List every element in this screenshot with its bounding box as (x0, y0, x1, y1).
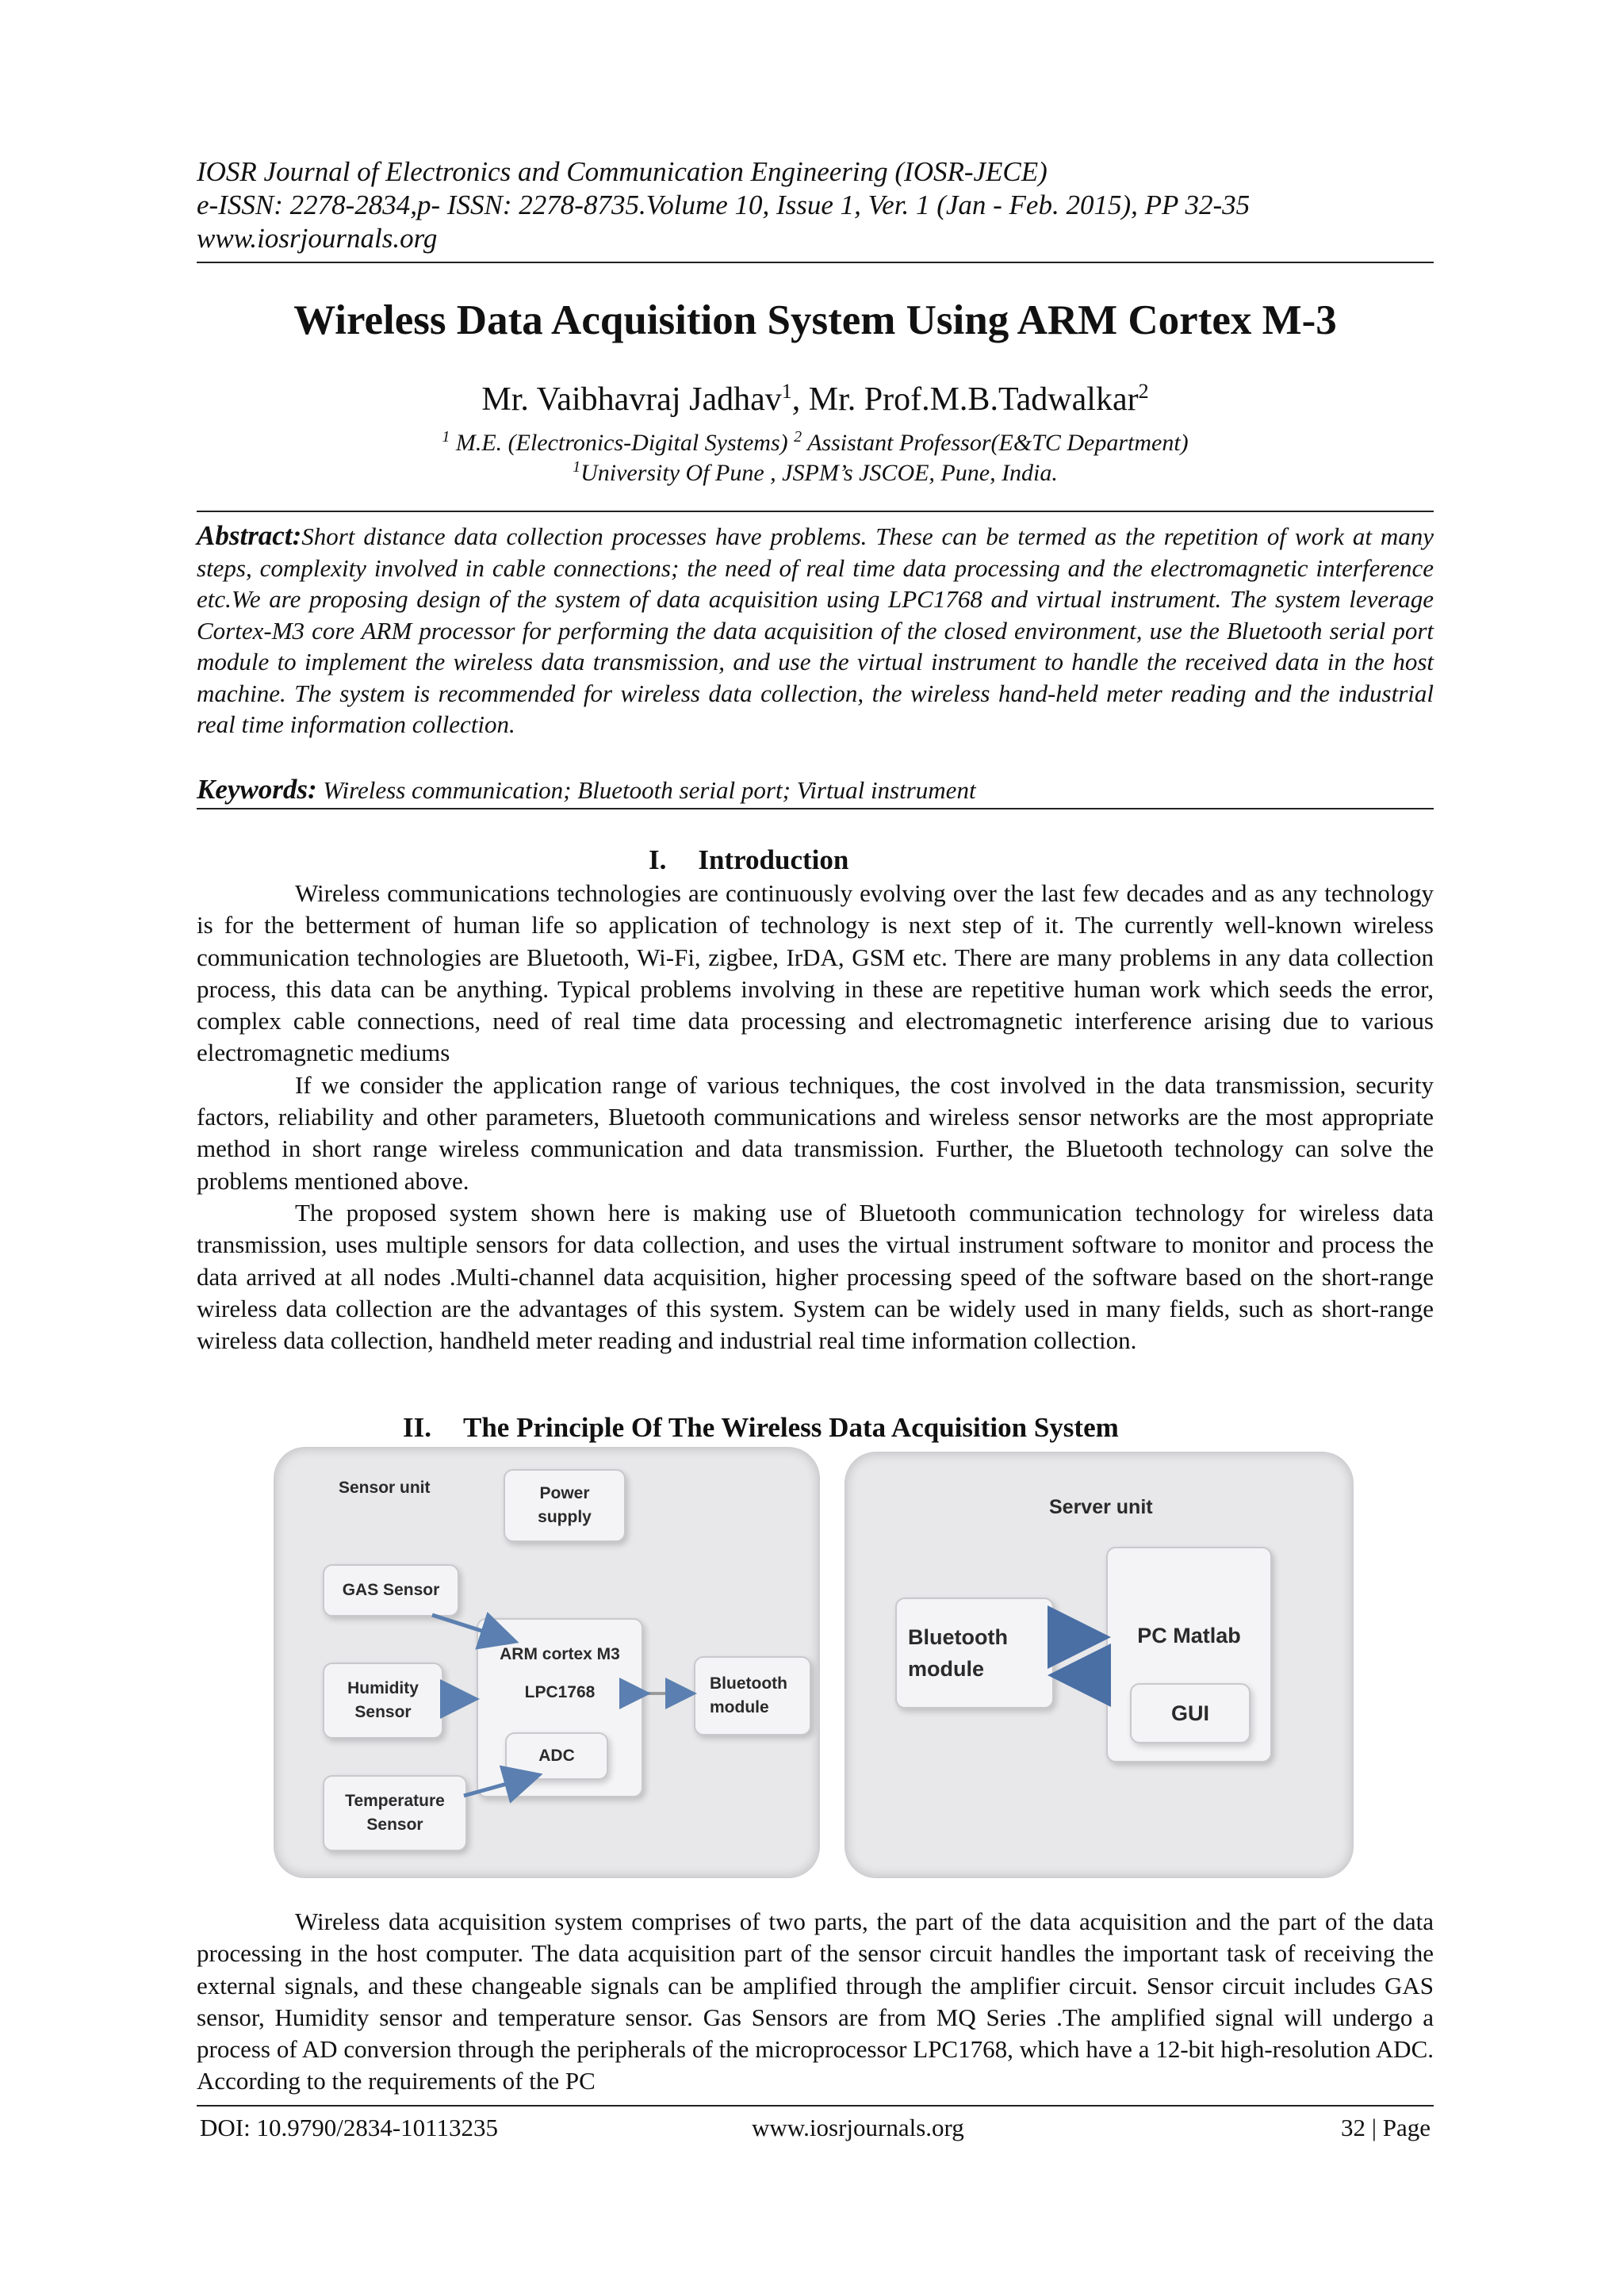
gas-sensor-label: GAS Sensor (342, 1581, 440, 1599)
arm-cortex-line-1: ARM cortex M3 (500, 1645, 620, 1663)
bt-right-line-2: module (908, 1657, 985, 1681)
abstract-text: Short distance data collection processes have problems. These can be termed as the repetition of work at many steps, complexity involved in cable connections; the need of real time data processing and the electromagnetic interference etc.We are proposing design of the system of data acquisition using LPC1768 and virtual instrument. The system leverage Cortex-M3 core ARM processor for performing the data acquisition of the closed environment, use the Bluetooth serial port module to implement the wireless data transmission, and use the virtual instrument to handle the received data in the host machine. The system is recommended for wireless data collection, the wireless hand-held meter reading and the industrial real time information collection. (197, 522, 1434, 738)
affil-1-sup: 1 (442, 428, 450, 446)
section-1-number: I. (649, 844, 667, 875)
keywords-label: Keywords: (197, 774, 317, 805)
affil-2-sup: 2 (794, 428, 802, 446)
journal-url[interactable]: www.iosrjournals.org (197, 223, 438, 254)
temperature-line-1: Temperature (345, 1792, 445, 1810)
affil-1: M.E. (Electronics-Digital Systems) (450, 430, 795, 456)
pc-matlab-label: PC Matlab (1137, 1624, 1241, 1647)
journal-header (197, 155, 1434, 255)
section-1-title: Introduction (698, 844, 849, 875)
header-rule (197, 262, 1434, 263)
gas-to-arm-arrow (432, 1615, 511, 1640)
keywords-text: Wireless communication; Bluetooth serial port; Virtual instrument (316, 776, 976, 804)
arm-cortex-line-2: LPC1768 (524, 1683, 596, 1701)
principle-paragraph-1: Wireless data acquisition system comprises of two parts, the part of the data acquisition and the part of the data processing in the host computer. The data acquisition part of the sensor circuit handles the important task of receiving the external signals, and these changeable signals can be amplified through the amplifier circuit. Sensor circuit includes GAS sensor, Humidity sensor and temperature sensor. Gas Sensors are from MQ Series .The amplified signal will undergo a process of AD conversion through the peripherals of the microprocessor LPC1768, which have a 12-bit high-resolution ADC. According to the requirements of the PC (197, 1908, 1434, 2095)
affiliation-line-2 (197, 452, 1434, 488)
sensor-unit-label: Sensor unit (339, 1479, 431, 1497)
author-1: Mr. Vaibhavraj Jadhav (481, 381, 782, 418)
keywords (197, 774, 1434, 806)
abstract-top-rule (197, 511, 1434, 512)
section-2-number: II. (403, 1412, 431, 1443)
power-supply-line-1: Power (539, 1484, 590, 1502)
journal-issn: e-ISSN: 2278-2834,p- ISSN: 2278-8735.Volume 10, Issue 1, Ver. 1 (Jan - Feb. 2015), PP 32-35 (197, 189, 1251, 220)
temperature-to-adc-arrow (464, 1776, 535, 1796)
footer-site[interactable]: www.iosrjournals.org (752, 2114, 964, 2141)
footer-page: 32 | Page (1341, 2114, 1431, 2141)
system-block-diagram (274, 1447, 1352, 1875)
journal-name: IOSR Journal of Electronics and Communication Engineering (IOSR-JECE) (197, 156, 1048, 187)
server-unit-label: Server unit (1049, 1496, 1153, 1518)
intro-paragraph-2: If we consider the application range of various techniques, the cost involved in the data transmission, security factors, reliability and other parameters, Bluetooth communications and wireless sensor networks are the most appropriate method in short range wireless communication and data transmission. Further, the Bluetooth technology can solve the problems mentioned above. (197, 1070, 1434, 1195)
humidity-line-2: Sensor (354, 1703, 412, 1721)
gui-label: GUI (1170, 1701, 1209, 1725)
bt-right-line-1: Bluetooth (908, 1625, 1008, 1649)
abstract-label: Abstract: (197, 520, 302, 551)
section-1-heading (649, 844, 848, 877)
bt-left-line-1: Bluetooth (710, 1674, 787, 1693)
affil-3-sup: 1 (573, 458, 581, 476)
intro-paragraph-3: The proposed system shown here is making use of Bluetooth communication technology for wireless data transmission, uses multiple sensors for data collection, and uses the virtual instrument software to monitor and process the data arrived at all nodes .Multi-channel data acquisition, higher processing speed of the software based on the short-range wireless data collection are the advantages of this system. System can be widely used in many fields, such as short-range wireless data collection, handheld meter reading and industrial real time information collection. (197, 1198, 1434, 1355)
adc-label: ADC (538, 1747, 575, 1765)
author-1-sup: 1 (781, 380, 792, 403)
temperature-line-2: Sensor (366, 1816, 423, 1834)
footer-doi: DOI: 10.9790/2834-10113235 (200, 2114, 498, 2141)
author-2: Mr. Prof.M.B.Tadwalkar (808, 381, 1139, 418)
section-1-body (197, 878, 1434, 1357)
diagram-arrows (274, 1447, 1352, 1875)
abstract-bottom-rule (197, 808, 1434, 809)
authors (197, 371, 1434, 420)
power-supply-line-2: supply (538, 1508, 592, 1526)
intro-paragraph-1: Wireless communications technologies are continuously evolving over the last few decades and as any technology is for the betterment of human life so application of technology is next step of it. The currently well-known wireless communication technologies are Bluetooth, Wi-Fi, zigbee, IrDA, GSM etc. There are many problems in any data collection process, this data can be anything. Typical problems involving in these are repetitive human work which seeds the error, complex cable connections, need of real time data processing and electromagnetic interference arising due to various electromagnetic mediums (197, 879, 1434, 1067)
paper-title: Wireless Data Acquisition System Using ARM Cortex M-3 (293, 297, 1337, 343)
humidity-line-1: Humidity (347, 1679, 419, 1697)
affil-2: Assistant Professor(E&TC Department) (802, 430, 1189, 456)
abstract (197, 520, 1434, 740)
author-2-sup: 2 (1138, 380, 1149, 403)
section-2-body (197, 1906, 1434, 2098)
section-2-title: The Principle Of The Wireless Data Acquisition System (463, 1412, 1119, 1443)
footer-rule (197, 2105, 1434, 2107)
affil-3: University Of Pune , JSPM’s JSCOE, Pune, India. (580, 460, 1058, 486)
author-separator: , (791, 381, 809, 418)
bt-left-line-2: module (710, 1698, 769, 1716)
section-2-heading (403, 1411, 1119, 1445)
